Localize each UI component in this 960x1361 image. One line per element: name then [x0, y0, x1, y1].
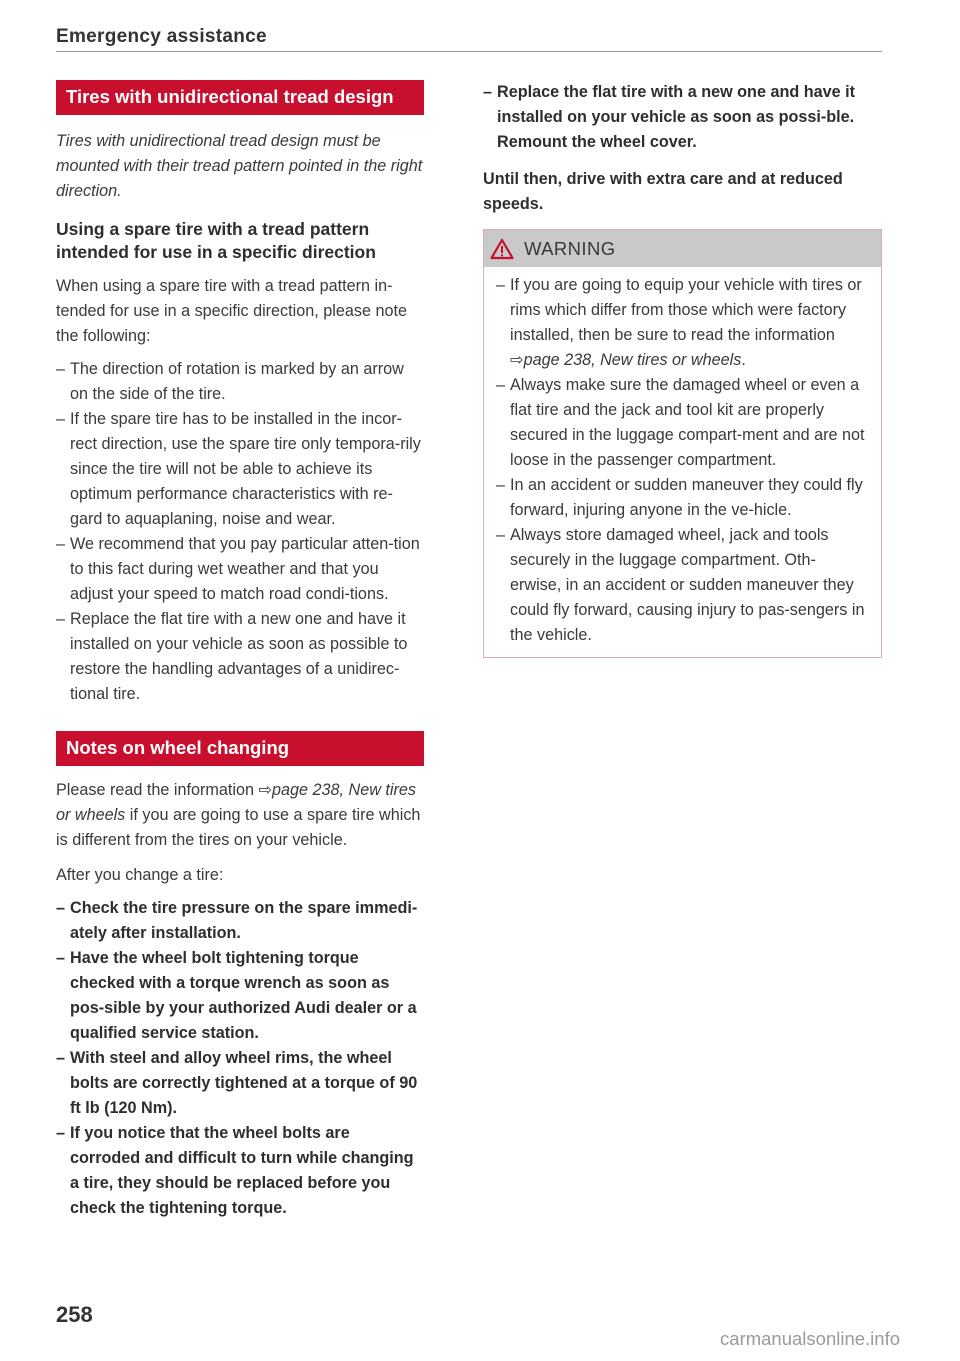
section-title-unidirectional: Tires with unidirectional tread design	[56, 80, 424, 115]
running-header: Emergency assistance	[56, 26, 267, 47]
bold-bullet-list	[56, 896, 424, 1221]
page-reference-link[interactable]: ⇨page 238, New tires or wheels	[56, 781, 417, 824]
page-reference-link[interactable]: ⇨page 238, New tires or wheels	[510, 351, 742, 369]
warning-body	[484, 267, 881, 657]
warning-list	[496, 273, 867, 648]
warning-title: WARNING	[524, 237, 616, 259]
drive-carefully-note: Until then, drive with extra care and at reduced speeds.	[483, 170, 843, 213]
section-intro: When using a spare tire with a tread pattern in-tended for use in a specific direction, please note the following:	[56, 277, 407, 345]
header-divider	[56, 51, 882, 52]
wheel-changing-intro: Please read the information ⇨page 238, New tires or wheels if you are going to use a spare tire which is different from the tires on your vehicle.	[56, 781, 421, 849]
warning-header	[484, 230, 881, 267]
page-number: 258	[56, 1302, 93, 1327]
list-item: – If you are going to equip your vehicle with tires or rims which differ from those which were factory installed, then be sure to read the information ⇨page 238, New tires or wheels.	[496, 273, 867, 373]
list-item: – If you notice that the wheel bolts are corroded and difficult to turn while changing a tire, they should be replaced before you check the tightening torque.	[56, 1121, 424, 1221]
left-column	[56, 80, 424, 1221]
list-item: – Replace the flat tire with a new one and have it installed on your vehicle as soon as possi-ble. Remount the wheel cover.	[483, 80, 882, 155]
list-item: – The direction of rotation is marked by an arrow on the side of the tire.	[56, 357, 424, 407]
list-item: – In an accident or sudden maneuver they could fly forward, injuring anyone in the ve-hicle.	[496, 473, 867, 523]
list-item: – Always store damaged wheel, jack and tools securely in the luggage compartment. Oth-erwise, in an accident or sudden maneuver they could fly forward, causing injury to pas-sengers in the vehicle.	[496, 523, 867, 648]
section-lead: Tires with unidirectional tread design must be mounted with their tread pattern pointed in the right direction.	[56, 132, 423, 200]
bullet-list	[56, 357, 424, 707]
warning-triangle-icon	[490, 238, 514, 260]
list-item: – Replace the flat tire with a new one and have it installed on your vehicle as soon as possible to restore the handling advantages of a unidirec-tional tire.	[56, 607, 424, 707]
list-item: – Always make sure the damaged wheel or even a flat tire and the jack and tool kit are properly secured in the luggage compart-ment and are not loose in the passenger compartment.	[496, 373, 867, 473]
section-title-wheel-changing: Notes on wheel changing	[56, 731, 424, 766]
after-change-text: After you change a tire:	[56, 866, 224, 884]
right-column	[483, 80, 882, 658]
subheading-spare-tire: Using a spare tire with a tread pattern intended for use in a specific direction	[56, 219, 376, 262]
watermark: carmanualsonline.info	[720, 1328, 900, 1349]
list-item: – We recommend that you pay particular atten-tion to this fact during wet weather and that you adjust your speed to match road condi-tions.	[56, 532, 424, 607]
list-item: – With steel and alloy wheel rims, the wheel bolts are correctly tightened at a torque of 90 ft lb (120 Nm).	[56, 1046, 424, 1121]
list-item: – If the spare tire has to be installed in the incor-rect direction, use the spare tire only tempora-rily since the tire will not be able to achieve its optimum performance characteristics with re-gard to aquaplaning, noise and wear.	[56, 407, 424, 532]
list-item: – Have the wheel bolt tightening torque checked with a torque wrench as soon as pos-sible by your authorized Audi dealer or a qualified service station.	[56, 946, 424, 1046]
list-item: – Check the tire pressure on the spare immedi-ately after installation.	[56, 896, 424, 946]
bold-bullet-list	[483, 80, 882, 155]
warning-box	[483, 229, 882, 658]
